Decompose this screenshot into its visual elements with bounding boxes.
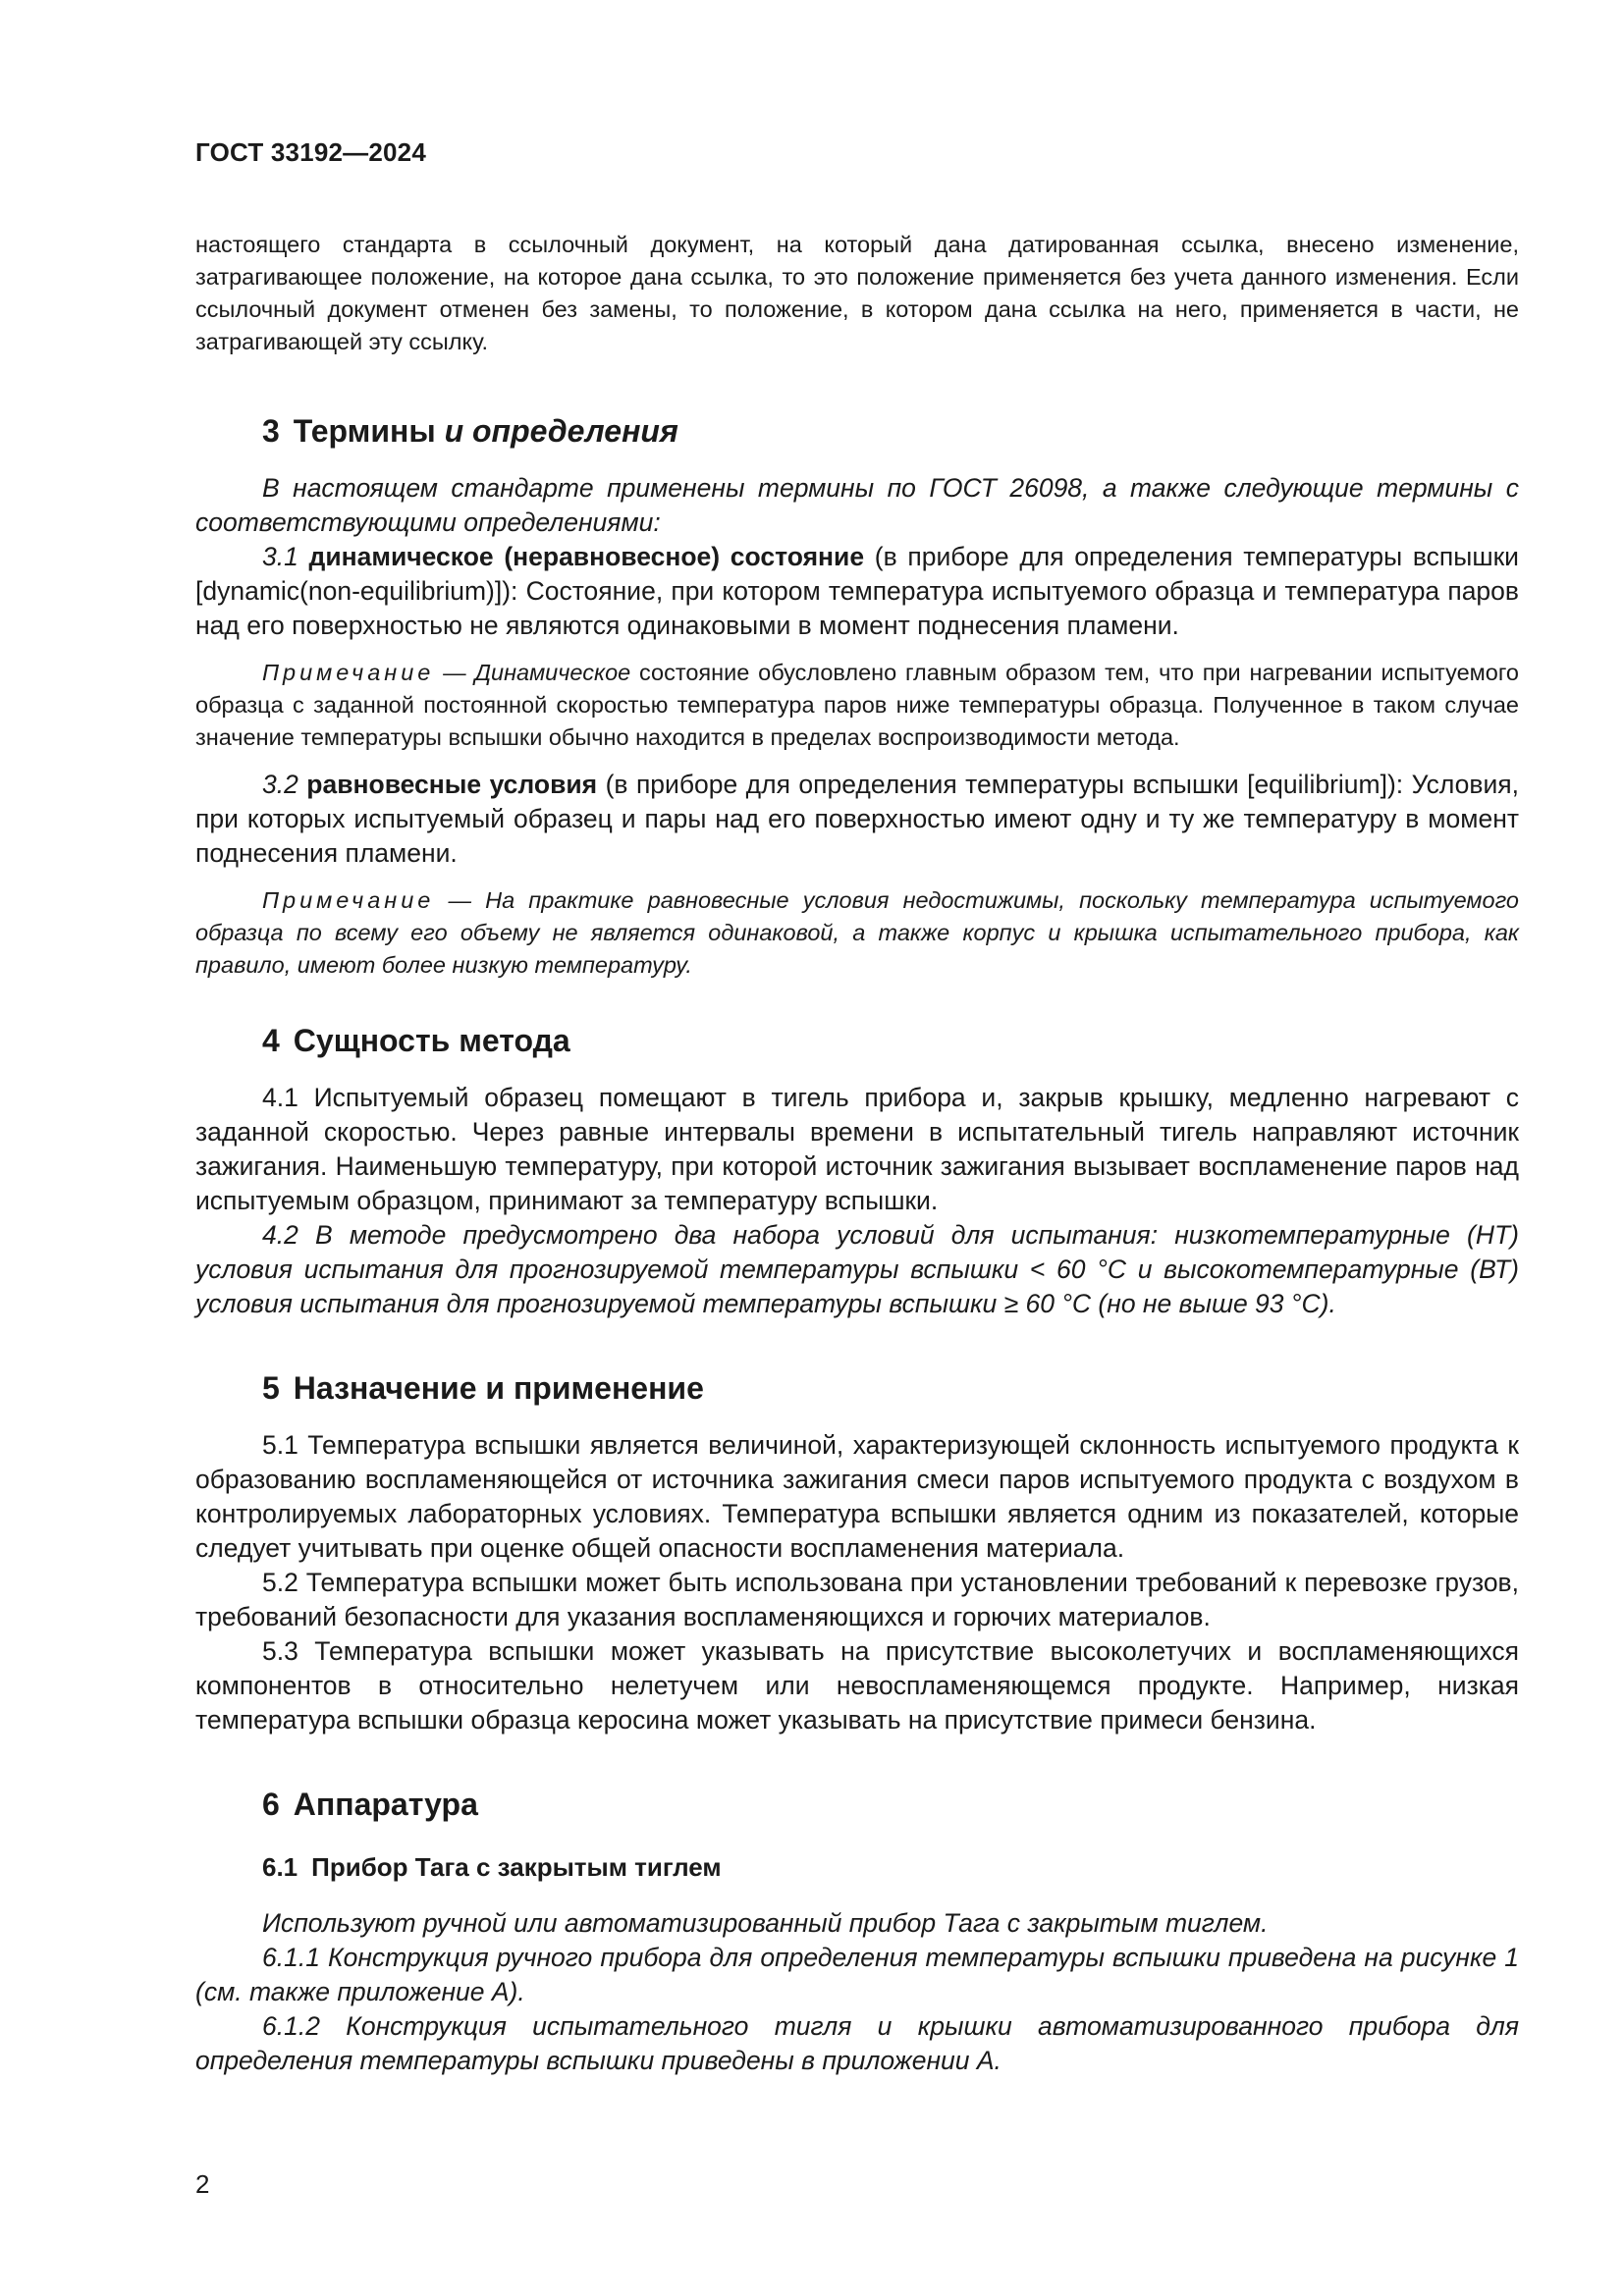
subsection-title: Прибор Тага с закрытым тиглем [311, 1852, 722, 1882]
section-number: 3 [262, 413, 280, 449]
paragraph-5-3: 5.3 Температура вспышки может указывать на присутствие высоколетучих и воспламеняющихся компонентов в относительно нелетучем или невоспламеняющемся продукте. Например, низкая температура вспышки образца керосина может указывать на присутствие примеси бензина. [195, 1636, 1519, 1735]
document-page [195, 137, 1519, 2078]
section-3-heading [195, 413, 1519, 450]
note-italic-part: Динамическое [474, 660, 631, 685]
note-3-2 [195, 884, 1519, 982]
section-title: Аппаратура [293, 1787, 478, 1822]
paragraph-6-1-2: 6.1.2 Конструкция испытательного тигля и крышки автоматизированного прибора для определения температуры вспышки приведены в приложении А. [195, 2011, 1519, 2075]
section-number: 6 [262, 1787, 280, 1822]
term-name: динамическое (неравновесное) состояние [308, 542, 865, 571]
paragraph-4-1: 4.1 Испытуемый образец помещают в тигель прибора и, закрыв крышку, медленно нагревают с заданной скоростью. Через равные интервалы времени в испытательный тигель направляют источник зажигания. Наименьшую температуру, при которой источник зажигания вызывает воспламенение паров над испытуемым образцом, принимают за температуру вспышки. [195, 1083, 1519, 1215]
note-text: состояние обусловлено главным образом тем, что при нагревании испытуемого образца с заданной постоянной скоростью температура паров ниже температуры образца. Полученное в таком случае значение температуры вспышки обычно находится в пределах воспроизводимости метода. [195, 660, 1519, 750]
paragraph-5-1: 5.1 Температура вспышки является величиной, характеризующей склонность испытуемого продукта к образованию воспламеняющейся от источника зажигания смеси паров испытуемого продукта с воздухом в контролируемых лабораторных условиях. Температура вспышки является одним из показателей, которые следует учитывать при оценке общей опасности воспламенения материала. [195, 1430, 1519, 1563]
note-label: Примечание [262, 887, 435, 913]
paragraph-6-1-1: 6.1.1 Конструкция ручного прибора для определения температуры вспышки приведена на рисунке 1 (см. также приложение А). [195, 1943, 1519, 2006]
term-number: 3.1 [262, 542, 298, 571]
note-text: — На практике равновесные условия недостижимы, поскольку температура испытуемого образца по всему его объему не является одинаковой, а также корпус и крышка испытательного прибора, как правило, имеют более низкую температуру. [195, 887, 1519, 978]
document-header: ГОСТ 33192—2024 [195, 137, 426, 167]
note-3-1 [195, 657, 1519, 754]
term-definition: (в приборе для определения температуры вспышки [equilibrium]): Условия, при которых испытуемый образец и пары над его поверхностью имеют одну и ту же температуру в момент поднесения пламени. [195, 770, 1519, 868]
page-number: 2 [195, 2169, 210, 2199]
note-label: Примечание [262, 660, 435, 685]
section-title: Назначение и применение [293, 1370, 704, 1406]
subsection-number: 6.1 [262, 1852, 298, 1882]
section-title: Сущность метода [293, 1023, 570, 1058]
note-dash: — [434, 660, 475, 685]
term-3-1 [195, 540, 1519, 643]
paragraph-4-2: 4.2 В методе предусмотрено два набора условий для испытания: низкотемпературные (НТ) условия испытания для прогнозируемой температуры вспышки < 60 °C и высокотемпературные (ВТ) условия испытания для прогнозируемой температуры вспышки ≥ 60 °C (но не выше 93 °C). [195, 1220, 1519, 1318]
section-number: 4 [262, 1023, 280, 1058]
paragraph-5-2: 5.2 Температура вспышки может быть использована при установлении требований к перевозке грузов, требований безопасности для указания воспламеняющихся и горючих материалов. [195, 1568, 1519, 1631]
section-number: 5 [262, 1370, 280, 1406]
section-5-heading [195, 1370, 1519, 1407]
subsection-6-1-heading [195, 1852, 1519, 1883]
term-number: 3.2 [262, 770, 298, 799]
term-3-2 [195, 768, 1519, 871]
section-6-heading [195, 1787, 1519, 1823]
section-title: Термины [293, 413, 436, 449]
term-name: равновесные условия [306, 770, 598, 799]
section-title-italic: и определения [444, 413, 678, 449]
term-definition: (в приборе для определения температуры вспышки [dynamic(non-equilibrium)]): Состояние, при котором температура испытуемого образца и температура паров над его поверхностью не являются одинаковыми в момент поднесения пламени. [195, 542, 1519, 640]
intro-paragraph: настоящего стандарта в ссылочный документ, на который дана датированная ссылка, внесено изменение, затрагивающее положение, на которое дана ссылка, то это положение применяется без учета данного изменения. Если ссылочный документ отменен без замены, то положение, в котором дана ссылка на него, применяется в части, не затрагивающей эту ссылку. [195, 232, 1519, 354]
paragraph-6-1: Используют ручной или автоматизированный прибор Тага с закрытым тиглем. [262, 1908, 1269, 1938]
section-4-heading [195, 1023, 1519, 1059]
terms-intro: В настоящем стандарте применены термины по ГОСТ 26098, а также следующие термины с соответствующими определениями: [195, 473, 1519, 537]
